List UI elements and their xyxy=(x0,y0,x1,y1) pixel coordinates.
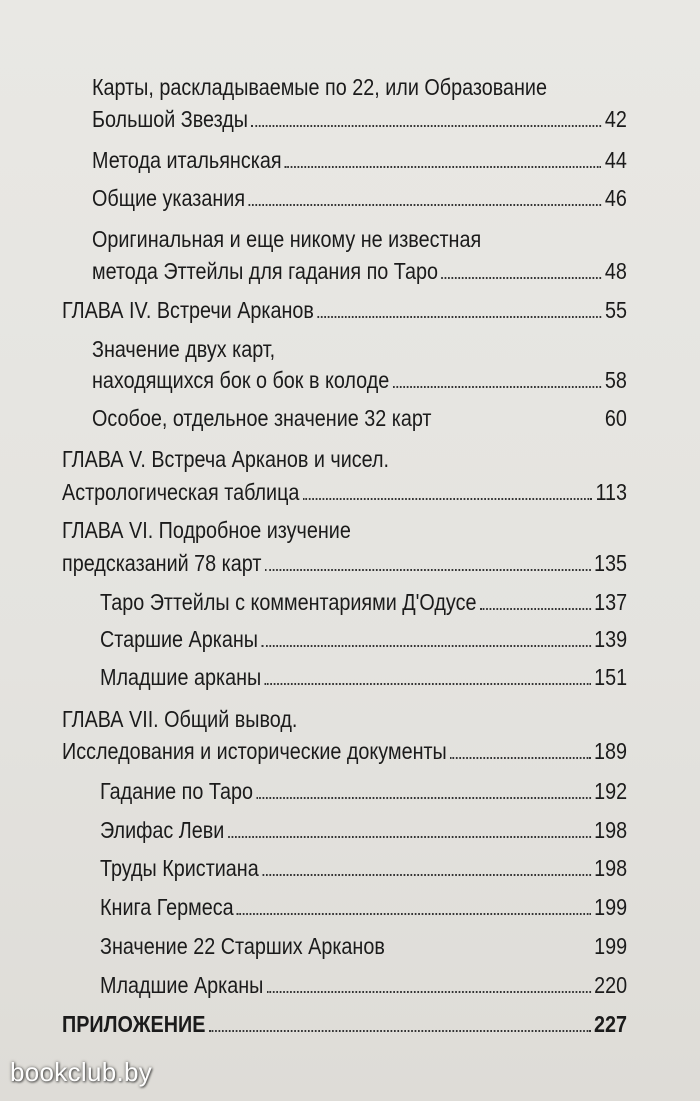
leader-dots xyxy=(262,874,591,876)
toc-entry xyxy=(92,403,627,433)
leader-dots xyxy=(303,498,592,500)
chapter-title: ГЛАВА V. Встреча Арканов и чисел. xyxy=(62,446,390,472)
toc-page-number: 60 xyxy=(604,405,627,431)
toc-entry-title: Общие указания xyxy=(92,185,246,211)
toc-page-number: 55 xyxy=(605,297,628,323)
leader-dots xyxy=(267,991,591,993)
toc-chapter-line xyxy=(62,704,627,734)
appendix-title: ПРИЛОЖЕНИЕ xyxy=(62,1011,206,1037)
leader-dots xyxy=(388,952,590,954)
chapter-title: ГЛАВА VII. Общий вывод. xyxy=(62,706,298,732)
leader-dots xyxy=(228,836,591,838)
toc-chapter xyxy=(62,736,627,766)
toc-page-number: 227 xyxy=(594,1011,628,1037)
toc-entry-title: Значение 22 Старших Арканов xyxy=(100,933,385,959)
leader-dots xyxy=(248,204,601,206)
toc-entry-title: Большой Звезды xyxy=(92,106,249,132)
toc-entry-title: Старшие Арканы xyxy=(100,626,258,652)
toc-page-number: 42 xyxy=(604,106,627,132)
toc-entry-line xyxy=(92,224,625,254)
toc-page-number: 199 xyxy=(594,894,628,920)
chapter-title: ГЛАВА VI. Подробное изучение xyxy=(62,517,351,543)
toc-chapter xyxy=(62,548,627,578)
toc-entry-title: Карты, раскладываемые по 22, или Образование xyxy=(92,74,547,100)
leader-dots xyxy=(261,645,590,647)
toc-page-number: 58 xyxy=(604,367,627,393)
toc-entry-title: Гадание по Таро xyxy=(100,778,254,804)
leader-dots xyxy=(237,913,591,915)
toc-page-number: 44 xyxy=(604,147,627,173)
leader-dots xyxy=(441,277,601,279)
toc-page-number: 46 xyxy=(604,185,627,211)
chapter-title: Астрологическая таблица xyxy=(62,479,300,505)
leader-dots xyxy=(209,1030,591,1032)
toc-entry xyxy=(100,662,627,692)
leader-dots xyxy=(265,683,591,685)
leader-dots xyxy=(450,757,590,759)
toc-chapter xyxy=(62,477,627,507)
toc-entry xyxy=(100,587,627,617)
site-watermark: bookclub.by xyxy=(10,1057,153,1087)
toc-page-number: 113 xyxy=(595,479,628,505)
toc-entry-title: Метода итальянская xyxy=(92,147,282,173)
toc-entry-line xyxy=(92,72,625,102)
toc-page-number: 137 xyxy=(594,589,628,615)
toc-entry-title: Труды Кристиана xyxy=(100,855,259,881)
chapter-title: предсказаний 78 карт xyxy=(62,550,262,576)
leader-dots xyxy=(393,386,602,388)
toc-chapter xyxy=(62,295,627,325)
toc-entry xyxy=(100,892,627,922)
toc-entry-line xyxy=(92,334,625,364)
toc-entry-title: Особое, отдельное значение 32 карт xyxy=(92,405,432,431)
toc-page-number: 199 xyxy=(594,933,628,959)
toc-page-number: 220 xyxy=(594,972,628,998)
toc-entry xyxy=(92,256,627,286)
toc-entry-title: Книга Гермеса xyxy=(100,894,234,920)
toc-entry xyxy=(92,104,627,134)
toc-page-number: 198 xyxy=(594,855,628,881)
leader-dots xyxy=(251,125,601,127)
toc-page-number: 139 xyxy=(594,626,628,652)
leader-dots xyxy=(480,608,591,610)
leader-dots xyxy=(265,569,591,571)
toc-entry xyxy=(92,145,627,175)
leader-dots xyxy=(285,166,601,168)
toc-page-number: 198 xyxy=(594,817,628,843)
toc-appendix xyxy=(62,1009,627,1039)
toc-chapter-line xyxy=(62,444,627,474)
toc-entry xyxy=(100,776,627,806)
toc-chapter-line xyxy=(62,515,627,545)
toc-entry xyxy=(92,183,627,213)
toc-entry xyxy=(100,815,627,845)
toc-entry-title: Значение двух карт, xyxy=(92,336,276,362)
toc-entry xyxy=(100,970,627,1000)
leader-dots xyxy=(256,797,590,799)
toc-entry-title: Младшие арканы xyxy=(100,664,262,690)
toc-page-number: 48 xyxy=(604,258,627,284)
toc-entry xyxy=(100,853,627,883)
toc-entry-title: Элифас Леви xyxy=(100,817,225,843)
toc-entry-title: Таро Эттейлы с комментариями Д'Одусе xyxy=(100,589,477,615)
toc-entry xyxy=(100,931,627,961)
chapter-title: ГЛАВА IV. Встречи Арканов xyxy=(62,297,314,323)
toc-page-number: 151 xyxy=(594,664,628,690)
toc-entry-title: Младшие Арканы xyxy=(100,972,264,998)
toc-entry xyxy=(92,365,627,395)
toc-entry-title: находящихся бок о бок в колоде xyxy=(92,367,390,393)
toc-entry xyxy=(100,624,627,654)
toc-entry-title: метода Эттейлы для гадания по Таро xyxy=(92,258,439,284)
toc-page-number: 135 xyxy=(594,550,628,576)
toc-entry-title: Оригинальная и еще никому не известная xyxy=(92,226,482,252)
leader-dots xyxy=(435,424,602,426)
toc-page-number: 189 xyxy=(594,738,628,764)
toc-page-number: 192 xyxy=(594,778,628,804)
leader-dots xyxy=(317,316,601,318)
chapter-title: Исследования и исторические документы xyxy=(62,738,447,764)
